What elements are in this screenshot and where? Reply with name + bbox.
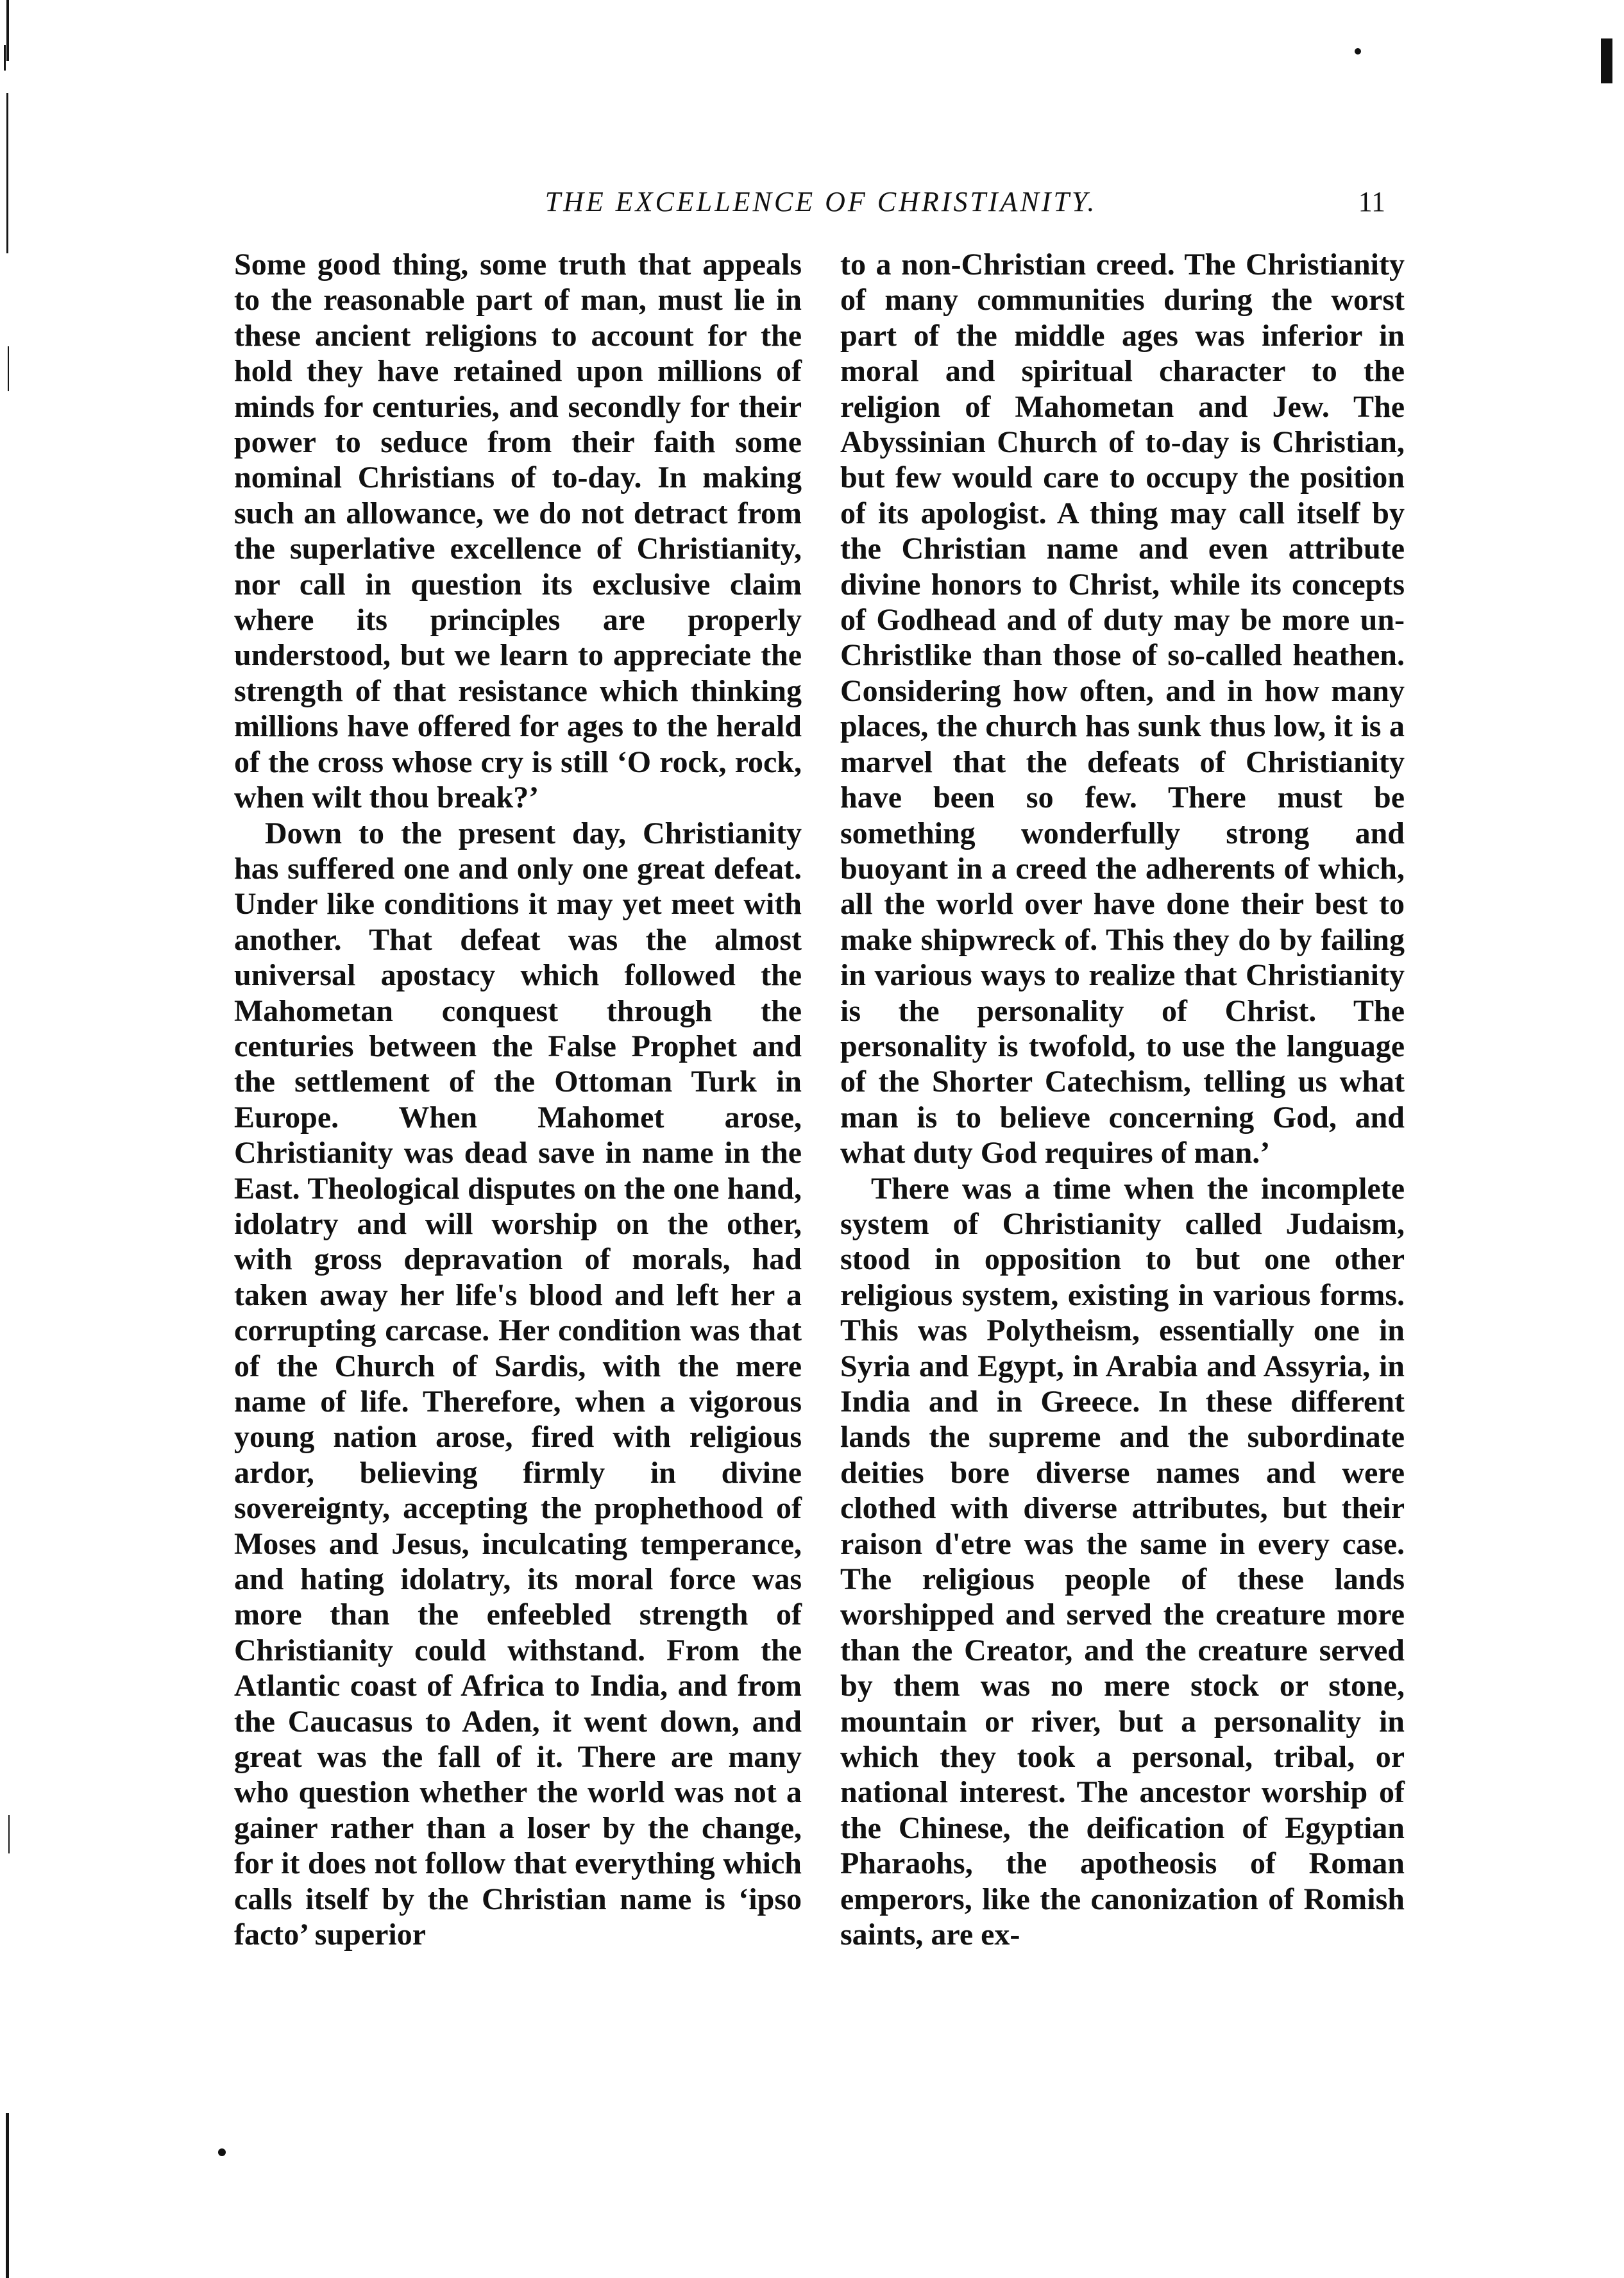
right-paragraph-2: There was a time when the incomplete system of Christianity called Judaism, stood in opposition to but one other religious system, existing in various forms. This was Polytheism, essentially one in Syria and Egypt, in Arabia and Assyria, in India and in Greece. In these different lands the supreme and the subordinate deities bore diverse names and were clothed with diverse attributes, but their raison d'etre was the same in every case. The religious people of these lands worshipped and served the creature more than the Creator, and the creature served by them was no mere stock or stone, mountain or river, but a personality in which they took a personal, tribal, or national interest. The ancestor worship of the Chinese, the deification of Egyptian Pharaohs, the apotheosis of Roman emperors, like the canonization of Romish saints, are ex-	[840, 1171, 1405, 1952]
scan-edge-mark	[6, 2113, 9, 2278]
left-text-column	[234, 247, 802, 1953]
scan-edge-mark	[4, 45, 6, 71]
scan-edge-mark	[6, 0, 9, 61]
running-head: THE EXCELLENCE OF CHRISTIANITY.	[545, 186, 1097, 217]
left-paragraph-2: Down to the present day, Christianity has suffered one and only one great defeat. Under like conditions it may yet meet with another. That defeat was the almost universal apostacy which followed the Mahometan conquest through the centuries between the False Prophet and the settlement of the Ottoman Turk in Europe. When Mahomet arose, Christianity was dead save in name in the East. Theological disputes on the one hand, idolatry and will worship on the other, with gross depravation of morals, had taken away her life's blood and left her a corrupting carcase. Her condition was that of the Church of Sardis, with the mere name of life. Therefore, when a vigorous young nation arose, fired with religious ardor, believing firmly in divine sovereignty, accepting the prophethood of Moses and Jesus, inculcating temperance, and hating idolatry, its moral force was more than the enfeebled strength of Christianity could withstand. From the Atlantic coast of Africa to India, and from the Caucasus to Aden, it went down, and great was the fall of it. There are many who question whether the world was not a gainer rather than a loser by the change, for it does not follow that everything which calls itself by the Christian name is ‘ipso facto’ superior	[234, 816, 802, 1952]
scan-edge-mark	[8, 1815, 10, 1853]
right-paragraph-1: to a non-Christian creed. The Christianity of many communities during the worst part of the middle ages was inferior in moral and spiritual character to the religion of Mahometan and Jew. The Abyssinian Church of to-day is Christian, but few would care to occupy the position of its apologist. A thing may call itself by the Christian name and even attribute divine honors to Christ, while its concepts of Godhead and of duty may be more un-Christlike than those of so-called heathen. Considering how often, and in how many places, the church has sunk thus low, it is a marvel that the defeats of Christianity have been so few. There must be something wonderfully strong and buoyant in a creed the adherents of which, all the world over have done their best to make shipwreck of. This they do by failing in various ways to realize that Christianity is the personality of Christ. The personality is twofold, to use the language of the Shorter Catechism, telling us what man is to believe concerning God, and what duty God requires of man.’	[840, 248, 1405, 1170]
left-paragraph-1: Some good thing, some truth that appeals to the reasonable part of man, must lie in these ancient religions to account for the hold they have retained upon millions of minds for centuries, and secondly for their power to seduce from their faith some nominal Christians of to-day. In making such an allowance, we do not detract from the superlative excellence of Christianity, nor call in question its exclusive claim where its principles are properly understood, but we learn to appreciate the strength of that resistance which thinking millions have offered for ages to the herald of the cross whose cry is still ‘O rock, rock, when wilt thou break?’	[234, 248, 802, 815]
scan-speck	[1355, 48, 1361, 55]
scan-corner-mark	[1601, 38, 1612, 83]
right-text-column	[840, 247, 1405, 1953]
left-scan-edge	[4, 0, 9, 2278]
scan-edge-mark	[6, 93, 8, 253]
scan-speck	[218, 2148, 226, 2156]
page-number: 11	[1358, 186, 1385, 217]
scan-edge-mark	[8, 346, 9, 391]
